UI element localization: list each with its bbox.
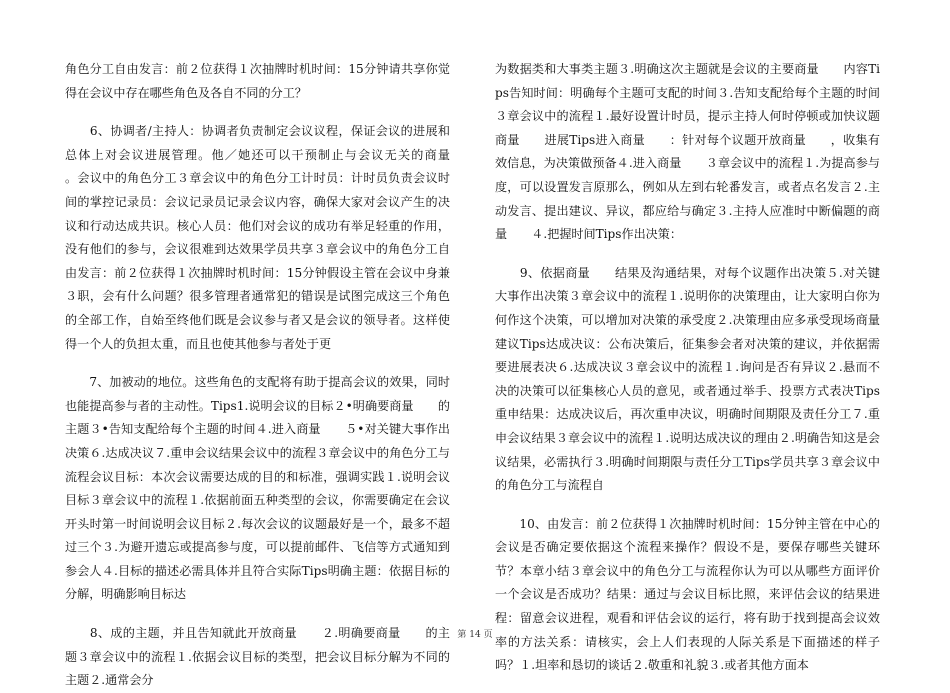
paragraph: 为数据类和大事类主题３.明确这次主题就是会议的主要商量 内容Tips告知时间：明确每个主题可支配的时间３.告知支配给每个主题的时间３章会议中的流程１.最好设置计时员，提示主持人何时停顿或加快议题商量 进展Tips进入商量 ：针对每个议题开放商量 ，收集有效信息，为决策做预备４.进入商量 ３章会议中的流程１.为提高参与度，可以设置发言原那么，例如从左到右轮番发言，或者点名发言２.主动发言、提出建议、异议，都应给与确定３.主持人应准时中断偏题的商量 ４.把握时间Tips作出决策： [495, 62, 880, 242]
right-column [495, 58, 905, 678]
page-number: 第 14 页 [457, 630, 493, 640]
paragraph: 10、由发言：前２位获得１次抽牌时机时间：15分钟主管在中心的会议是否确定要依据这个流程来操作？假设不是，要保存哪些关键环节？本章小结３章会议中的角色分工与流程你认为可以从哪些方面评价一个会议是否成功？结果：通过与会议目标比照，来评估会议的结果进程：留意会议进程，观看和评估会议的运行，将有助于找到提高会议效率的方法关系：请核实，会上人们表现的人际关系是下面描述的样子吗？１.坦率和恳切的谈话２.敬重和礼貌３.或者其他方面本 [495, 516, 880, 673]
paragraph: 6、协调者/主持人：协调者负责制定会议议程，保证会议的进展和总体上对会议进展管理。他／她还可以干预制止与会议无关的商量 。会议中的角色分工３章会议中的角色分工计时员：计时员负责会议时间的掌控记录员：会议记录员记录会议内容，确保大家对会议产生的决议和行动达成共识。核心人员：他们对会议的成功有举足轻重的作用，没有他们的参与，会议很难到达效果学员共享３章会议中的角色分工自由发言：前２位获得１次抽牌时机时间：15分钟假设主管在会议中身兼３职，会有什么问题？很多管理者通常犯的错误是试图完成这三个角色的全部工作，自始至终他们既是会议参与者又是会议的领导者。这样使得一个人的负担太重，而且也使其他参与者处于更 [65, 124, 475, 351]
paragraph: 8、成的主题，并且告知就此开放商量 ２.明确要商量 的主题３章会议中的流程１.依据会议目标的类型，把会议目标分解为不同的主题２.通常会分 [65, 626, 450, 688]
paragraph: 9、依据商量 结果及沟通结果，对每个议题作出决策５.对关键大事作出决策３章会议中的流程１.说明你的决策理由，让大家明白你为何作这个决策，可以增加对决策的承受度２.决策理由应多承受现场商量 建议Tips达成决议：公布决策后，征集参会者对决策的建议，并依据需要进展表决６.达成决议３章会议中的流程１.询问是否有异议２.悬而不决的决策可以征集核心人员的意见，或者通过举手、投票方式表决Tips重申结果：达成决议后，再次重申决议，明确时间期限及责任分工７.重申会议结果３章会议中的流程１.说明达成决议的理由２.明确告知这是会议结果，必需执行３.明确时间期限与责任分工Tips学员共享３章会议中的角色分工与流程自 [495, 265, 905, 493]
paragraph: 角色分工自由发言：前２位获得１次抽牌时机时间：15分钟请共享你觉得在会议中存在哪些角色及各自不同的分工？ [65, 62, 450, 100]
paragraph: 7、加被动的地位。这些角色的支配将有助于提高会议的效果，同时也能提高参与者的主动性。Tips1.说明会议的目标２•明确要商量 的主题３•告知支配给每个主题的时间４.进入商量 ５•对关键大事作出决策６.达成决议７.重申会议结果会议中的流程３章会议中的角色分工与流程会议目标：本次会议需要达成的目的和标准，强调实践１.说明会议目标３章会议中的流程１.依据前面五种类型的会议，你需要确定在会议开头时第一时间说明会议目标２.每次会议的议题最好是一个，最多不超过三个３.为避开遗忘或提高参与度，可以提前邮件、飞信等方式通知到参会人４.目标的描述必需具体并且符合实际Tips明确主题：依据目标的分解，明确影响目标达 [65, 375, 450, 602]
